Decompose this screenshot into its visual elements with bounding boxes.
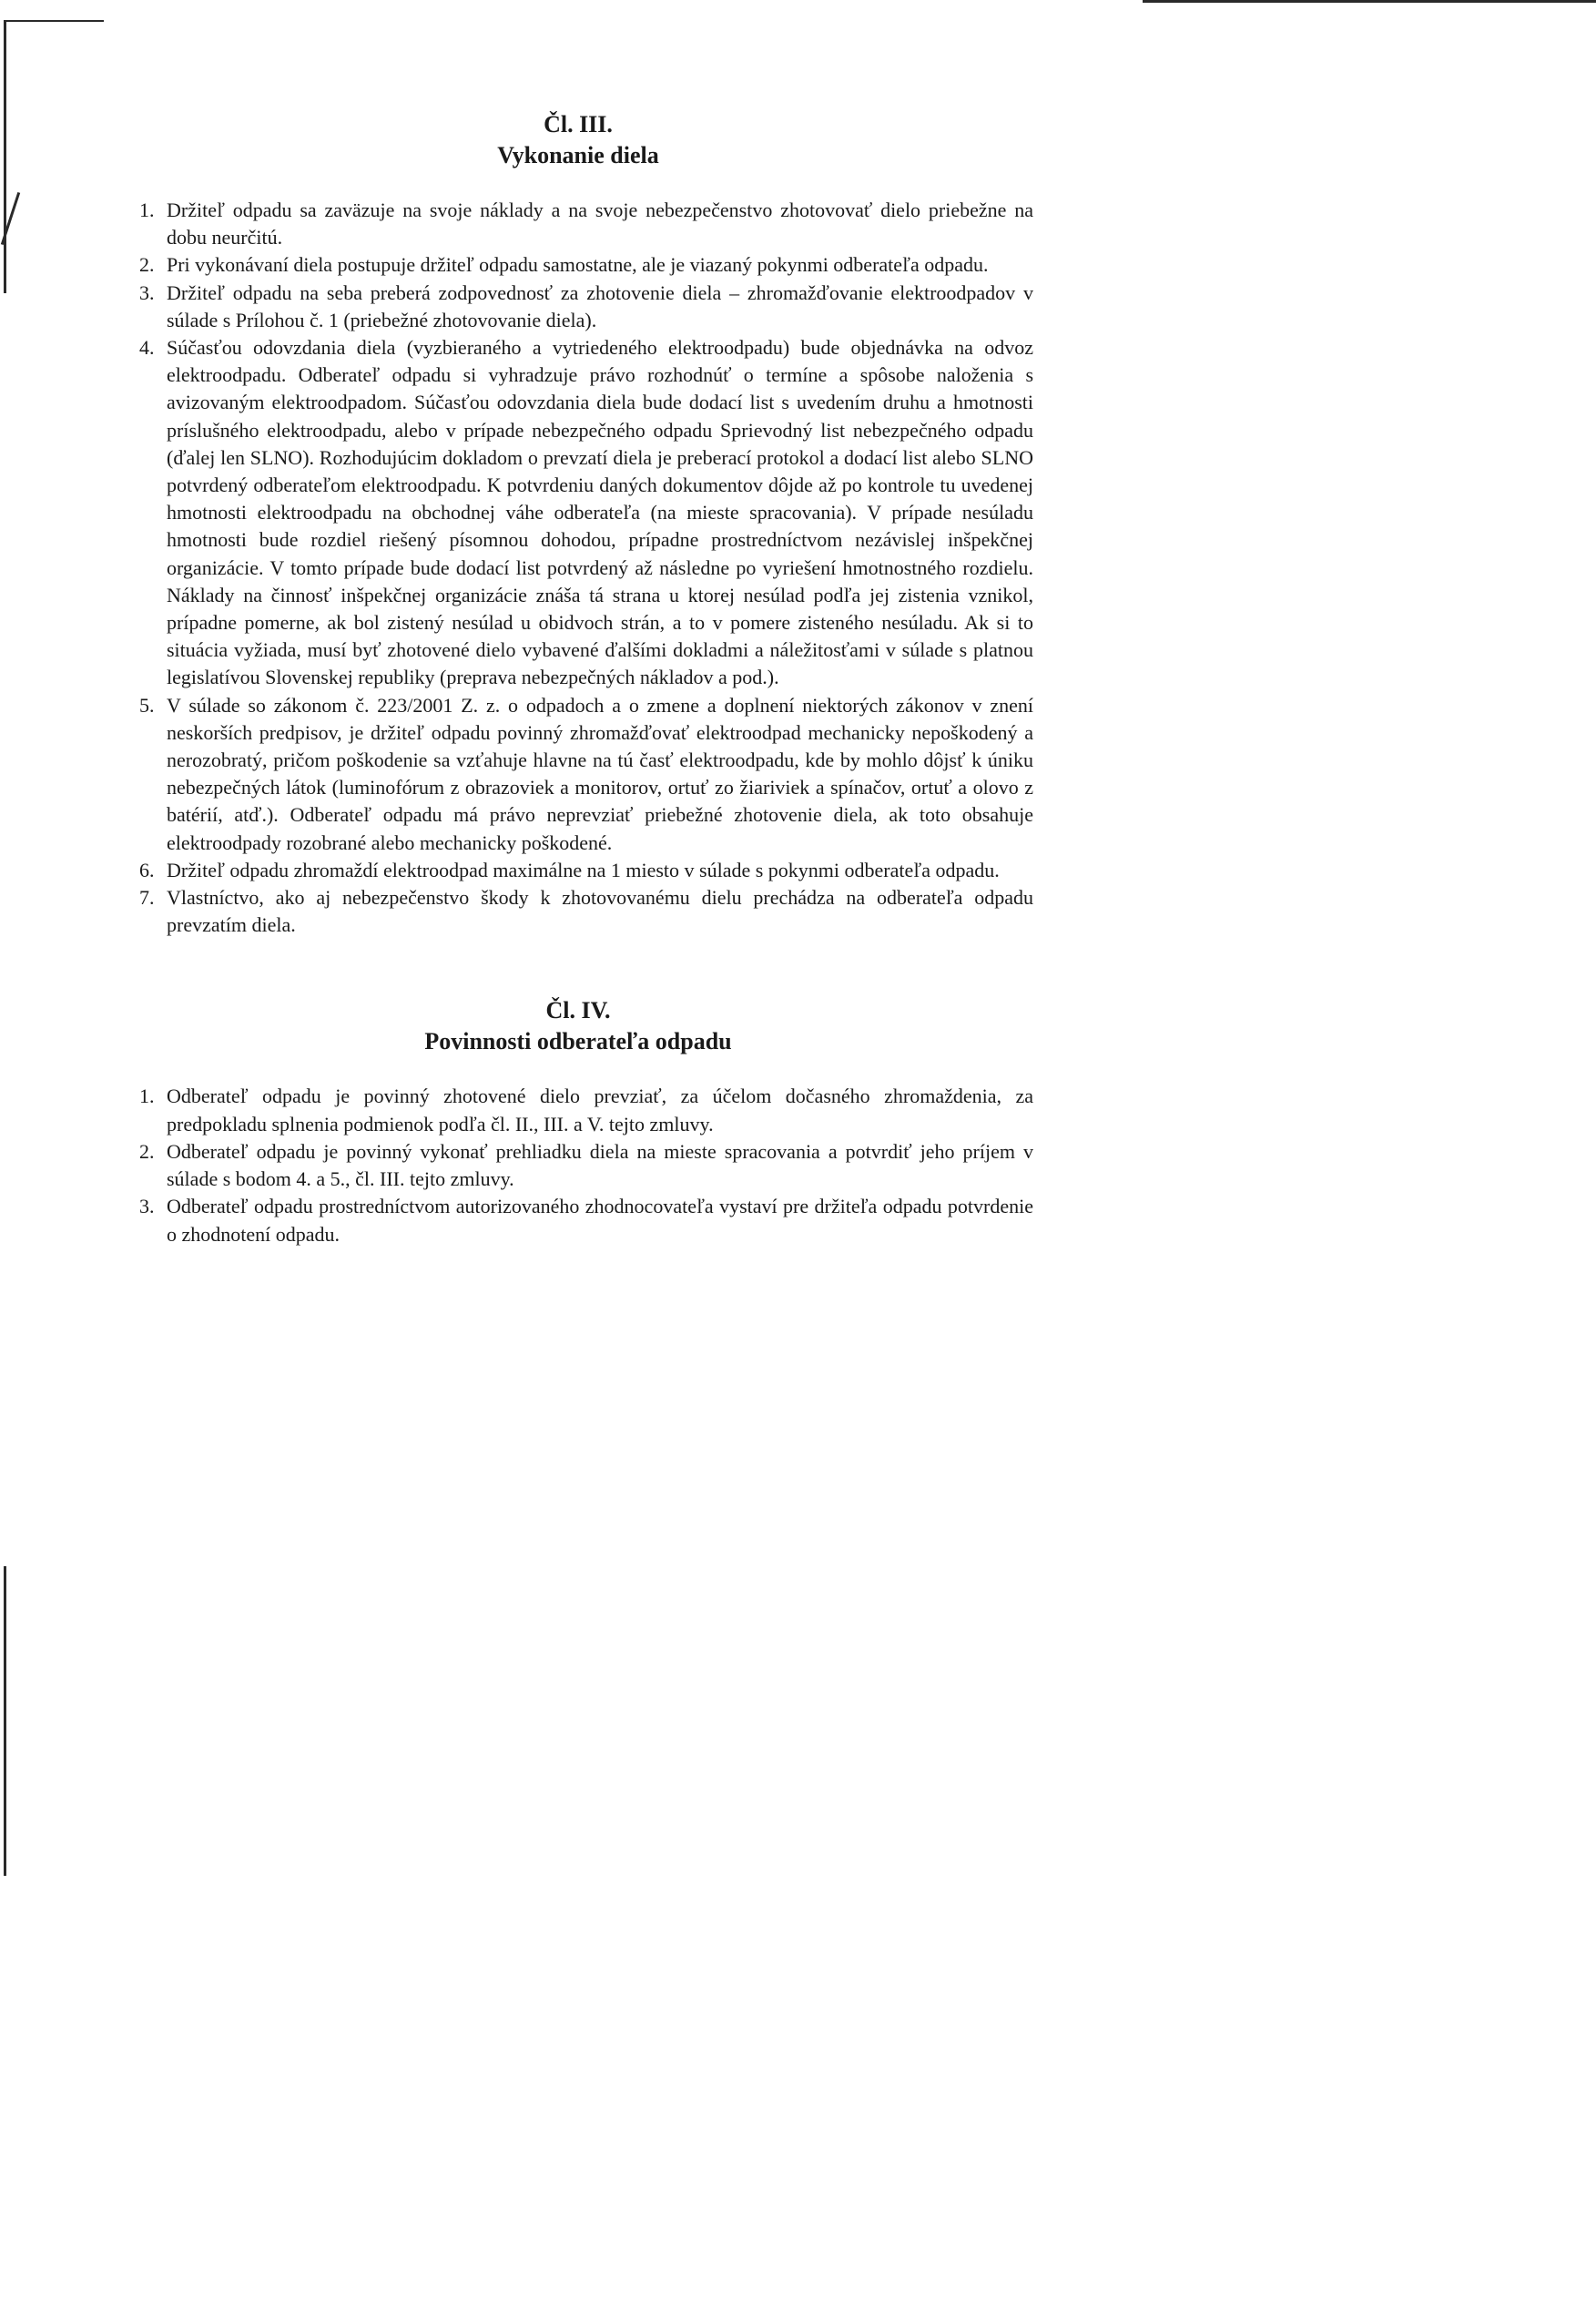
article-title: Povinnosti odberateľa odpadu <box>424 1028 732 1055</box>
article-clause-list <box>123 197 1033 939</box>
clause-item: 3. Držiteľ odpadu na seba preberá zodpovednosť za zhotovenie diela – zhromažďovanie elektroodpadov v súlade s Prílohou č. 1 (priebežné zhotovovanie diela). <box>159 280 1033 334</box>
clause-item: 2. Pri vykonávaní diela postupuje držiteľ odpadu samostatne, ale je viazaný pokynmi odberateľa odpadu. <box>159 251 1033 279</box>
scan-edge-artifact <box>4 20 6 293</box>
clause-item: 2. Odberateľ odpadu je povinný vykonať prehliadku diela na mieste spracovania a potvrdiť jeho príjem v súlade s bodom 4. a 5., čl. III. tejto zmluvy. <box>159 1138 1033 1193</box>
article-number: Čl. IV. <box>545 997 611 1024</box>
clause-item: 3. Odberateľ odpadu prostredníctvom autorizovaného zhodnocovateľa vystaví pre držiteľa odpadu potvrdenie o zhodnotení odpadu. <box>159 1193 1033 1248</box>
document-content <box>123 109 1033 1248</box>
scan-edge-artifact <box>4 20 104 22</box>
article-clause-list <box>123 1083 1033 1248</box>
scan-edge-artifact <box>1143 0 1596 3</box>
article-title: Vykonanie diela <box>497 142 659 168</box>
clause-item: 7. Vlastníctvo, ako aj nebezpečenstvo škody k zhotovovanému dielu prechádza na odberateľa odpadu prevzatím diela. <box>159 884 1033 939</box>
clause-item: 5. V súlade so zákonom č. 223/2001 Z. z. o odpadoch a o zmene a doplnení niektorých zákonov v znení neskorších predpisov, je držiteľ odpadu povinný zhromažďovať elektroodpad mechanicky nepoškodený a nerozobratý, pričom poškodenie sa vzťahuje hlavne na tú časť elektroodpadu, kde by mohlo dôjsť k úniku nebezpečných látok (luminofórum z obrazoviek a monitorov, ortuť zo žiariviek a spínačov, ortuť a olovo z batérií, atď.). Odberateľ odpadu má právo neprevziať priebežné zhotovenie diela, ak toto obsahuje elektroodpady rozobrané alebo mechanicky poškodené. <box>159 692 1033 857</box>
clause-item: 1. Odberateľ odpadu je povinný zhotovené dielo prevziať, za účelom dočasného zhromaždenia, za predpokladu splnenia podmienok podľa čl. II., III. a V. tejto zmluvy. <box>159 1083 1033 1137</box>
scan-edge-artifact <box>4 1566 6 1876</box>
section-article-4 <box>123 995 1033 1248</box>
article-number: Čl. III. <box>544 111 613 137</box>
clause-item: 1. Držiteľ odpadu sa zaväzuje na svoje náklady a na svoje nebezpečenstvo zhotovovať dielo priebežne na dobu neurčitú. <box>159 197 1033 251</box>
clause-item: 4. Súčasťou odovzdania diela (vyzbieraného a vytriedeného elektroodpadu) bude objednávka na odvoz elektroodpadu. Odberateľ odpadu si vyhradzuje právo rozhodnúť o termíne a spôsobe naloženia s avizovaným elektroodpadom. Súčasťou odovzdania diela bude dodací list s uvedením druhu a hmotnosti príslušného elektroodpadu, alebo v prípade nebezpečného odpadu Sprievodný list nebezpečného odpadu (ďalej len SLNO). Rozhodujúcim dokladom o prevzatí diela je preberací protokol a dodací list alebo SLNO potvrdený odberateľom elektroodpadu. K potvrdeniu daných dokumentov dôjde až po kontrole tu uvedenej hmotnosti elektroodpadu na obchodnej váhe odberateľa (na mieste spracovania). V prípade nesúladu hmotnosti bude rozdiel riešený písomnou dohodou, prípadne prostredníctvom nezávislej inšpekčnej organizácie. V tomto prípade bude dodací list potvrdený až následne po vyriešení hmotnostného rozdielu. Náklady na činnosť inšpekčnej organizácie znáša tá strana u ktorej nesúlad podľa jej zistenia vznikol, prípadne pomerne, ak bol zistený nesúlad u obidvoch strán, a to v pomere zisteného nesúladu. Ak si to situácia vyžiada, musí byť zhotovené dielo vybavené ďalšími dokladmi a náležitosťami v súlade s platnou legislatívou Slovenskej republiky (preprava nebezpečných nákladov a pod.). <box>159 334 1033 692</box>
clause-item: 6. Držiteľ odpadu zhromaždí elektroodpad maximálne na 1 miesto v súlade s pokynmi odberateľa odpadu. <box>159 857 1033 884</box>
section-article-3 <box>123 109 1033 939</box>
